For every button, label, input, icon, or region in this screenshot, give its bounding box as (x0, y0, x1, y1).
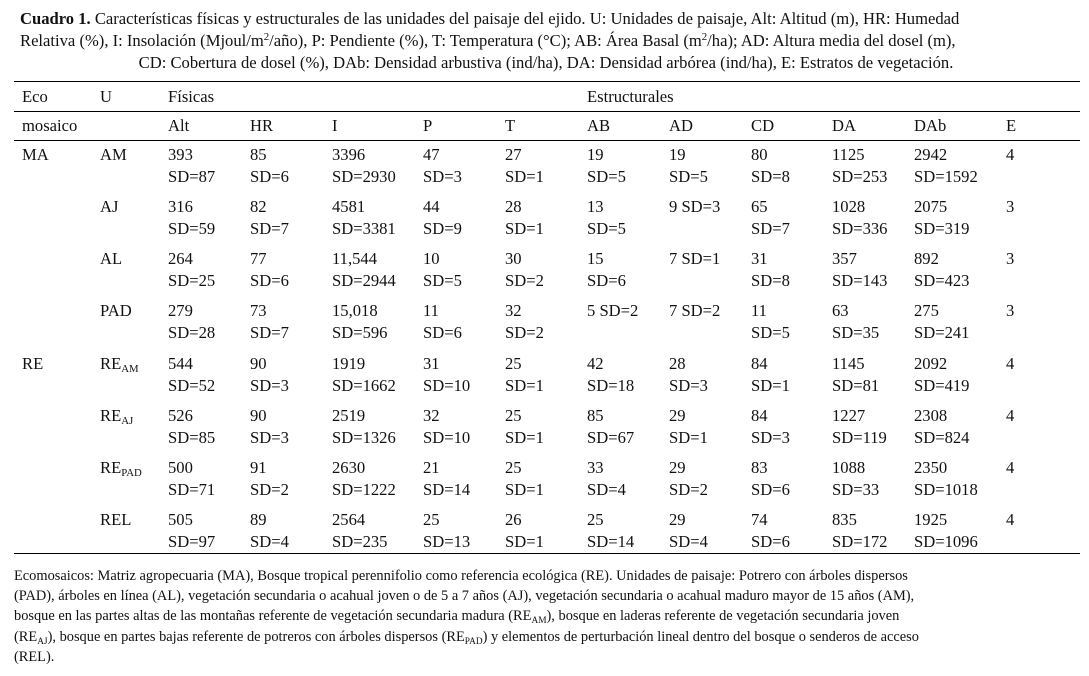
value-cell: 500 (168, 458, 193, 477)
unit-label-main: RE (100, 406, 122, 425)
value-cell: 2308 (914, 406, 948, 425)
sd-cell: SD=1 (505, 167, 544, 186)
sd-cell: SD=6 (587, 271, 626, 290)
unit-label-main: AM (100, 145, 127, 164)
column-header: HR (250, 116, 274, 135)
value-cell: 4 (1006, 406, 1015, 425)
unit-label-main: AJ (100, 197, 119, 216)
unit-label (100, 405, 133, 426)
value-cell: 85 (250, 145, 267, 164)
sd-cell: SD=235 (332, 532, 388, 551)
footnote-line-1: Ecomosaicos: Matriz agropecuaria (MA), Bosque tropical perennifolio como referencia ecológica (RE). Unidades de paisaje: Potrero con árboles dispersos (14, 568, 908, 584)
value-cell: 4 (1006, 510, 1015, 529)
value-cell: 83 (751, 458, 768, 477)
unit-label (100, 196, 118, 217)
sd-cell: SD=253 (832, 167, 888, 186)
sd-cell: SD=5 (669, 167, 708, 186)
unit-label-main: AL (100, 249, 123, 268)
value-cell: 526 (168, 406, 193, 425)
sd-cell: SD=3 (250, 376, 289, 395)
sd-cell: SD=1222 (332, 480, 396, 499)
value-cell: 2519 (332, 406, 366, 425)
unit-label-subscript: AJ (121, 415, 134, 428)
value-cell: 33 (587, 458, 604, 477)
sd-cell: SD=97 (168, 532, 216, 551)
value-cell: 15,018 (332, 301, 378, 320)
column-header: CD (751, 116, 775, 135)
sd-cell: SD=6 (751, 532, 790, 551)
caption-line-2-a: Relativa (%), I: Insolación (Mjoul/m (20, 31, 264, 50)
value-cell: 1088 (832, 458, 866, 477)
sd-cell: SD=10 (423, 376, 471, 395)
value-cell: 74 (751, 510, 768, 529)
value-cell: 26 (505, 510, 522, 529)
value-cell: 77 (250, 249, 267, 268)
caption-superscript: 2 (701, 31, 708, 44)
sd-cell: SD=13 (423, 532, 471, 551)
caption-label: Cuadro 1. (20, 9, 91, 28)
sd-cell: SD=2930 (332, 167, 396, 186)
value-cell: 44 (423, 197, 440, 216)
sd-cell: SD=6 (423, 323, 462, 342)
table-header-rule (14, 111, 1080, 112)
unit-label-main: REL (100, 510, 132, 529)
sd-cell: SD=319 (914, 219, 970, 238)
sd-cell: SD=5 (587, 219, 626, 238)
value-cell: 9 SD=3 (669, 197, 721, 216)
value-cell: 835 (832, 510, 857, 529)
sd-cell: SD=52 (168, 376, 216, 395)
column-header: AB (587, 116, 611, 135)
value-cell: 13 (587, 197, 604, 216)
sd-cell: SD=14 (423, 480, 471, 499)
sd-cell: SD=1018 (914, 480, 978, 499)
sd-cell: SD=9 (423, 219, 462, 238)
unit-label-subscript: AM (121, 363, 139, 376)
sd-cell: SD=7 (250, 323, 289, 342)
footnote-line-4-a: (RE (14, 628, 38, 645)
ecomosaic-label: RE (22, 354, 44, 373)
value-cell: 11 (423, 301, 439, 320)
value-cell: 89 (250, 510, 267, 529)
caption-line-3: CD: Cobertura de dosel (%), DAb: Densidad arbustiva (ind/ha), DA: Densidad arbórea (ind/ha), E: Estratos de vegetación. (138, 53, 954, 72)
sd-cell: SD=6 (250, 167, 289, 186)
sd-cell: SD=28 (168, 323, 216, 342)
caption-line-2 (20, 30, 1072, 52)
sd-cell: SD=172 (832, 532, 888, 551)
sd-cell: SD=2944 (332, 271, 396, 290)
value-cell: 42 (587, 354, 604, 373)
value-cell: 84 (751, 406, 768, 425)
value-cell: 4 (1006, 458, 1015, 477)
column-header: E (1006, 116, 1017, 135)
sd-cell: SD=1 (505, 532, 544, 551)
footnote-line-3-b: ), bosque en laderas referente de vegetación secundaria joven (546, 608, 900, 625)
header-fisicas: Físicas (168, 87, 215, 106)
value-cell: 30 (505, 249, 522, 268)
value-cell: 19 (587, 145, 604, 164)
caption-line-2-c: /ha); AD: Altura media del dosel (m), (707, 31, 956, 50)
value-cell: 275 (914, 301, 939, 320)
table-bottom-rule (14, 553, 1080, 554)
table-top-rule (14, 81, 1080, 82)
value-cell: 32 (423, 406, 440, 425)
column-header: I (332, 116, 338, 135)
unit-label-main: RE (100, 354, 122, 373)
value-cell: 4 (1006, 145, 1015, 164)
value-cell: 90 (250, 406, 267, 425)
column-header: DAb (914, 116, 947, 135)
unit-label (100, 353, 139, 374)
value-cell: 25 (505, 354, 522, 373)
unit-label-main: PAD (100, 301, 132, 320)
unit-label (100, 144, 127, 165)
value-cell: 279 (168, 301, 193, 320)
value-cell: 11 (751, 301, 767, 320)
sd-cell: SD=119 (832, 428, 887, 447)
sd-cell: SD=336 (832, 219, 888, 238)
sd-cell: SD=3 (751, 428, 790, 447)
sd-cell: SD=1 (669, 428, 708, 447)
column-header: Alt (168, 116, 190, 135)
sd-cell: SD=8 (751, 167, 790, 186)
sd-cell: SD=596 (332, 323, 388, 342)
sd-cell: SD=1326 (332, 428, 396, 447)
value-cell: 80 (751, 145, 768, 164)
value-cell: 10 (423, 249, 440, 268)
unit-label-subscript: PAD (121, 467, 142, 480)
value-cell: 2564 (332, 510, 366, 529)
footnote-subscript: AJ (37, 636, 48, 647)
sd-cell: SD=14 (587, 532, 635, 551)
value-cell: 4 (1006, 354, 1015, 373)
sd-cell: SD=81 (832, 376, 880, 395)
sd-cell: SD=7 (250, 219, 289, 238)
unit-label (100, 509, 131, 530)
footnote-line-4-c: ) y elementos de perturbación lineal dentro del bosque o senderos de acceso (482, 628, 919, 645)
footnote-line-3-a: bosque en las partes altas de las montañas referente de vegetación secundaria madura (RE (14, 608, 532, 625)
column-header: DA (832, 116, 856, 135)
sd-cell: SD=35 (832, 323, 880, 342)
value-cell: 2630 (332, 458, 366, 477)
value-cell: 31 (423, 354, 440, 373)
sd-cell: SD=67 (587, 428, 635, 447)
value-cell: 28 (505, 197, 522, 216)
value-cell: 29 (669, 458, 686, 477)
sd-cell: SD=4 (250, 532, 289, 551)
value-cell: 2942 (914, 145, 948, 164)
sd-cell: SD=423 (914, 271, 970, 290)
sd-cell: SD=3 (423, 167, 462, 186)
value-cell: 91 (250, 458, 267, 477)
sd-cell: SD=18 (587, 376, 635, 395)
sd-cell: SD=5 (751, 323, 790, 342)
sd-cell: SD=1096 (914, 532, 978, 551)
sd-cell: SD=241 (914, 323, 970, 342)
sd-cell: SD=824 (914, 428, 970, 447)
value-cell: 65 (751, 197, 768, 216)
ecomosaic-label: MA (22, 145, 49, 164)
footnote-subscript: PAD (464, 636, 483, 647)
footnote-line-5: (REL). (14, 648, 55, 665)
value-cell: 19 (669, 145, 686, 164)
value-cell: 90 (250, 354, 267, 373)
value-cell: 28 (669, 354, 686, 373)
sd-cell: SD=2 (505, 271, 544, 290)
value-cell: 1145 (832, 354, 865, 373)
sd-cell: SD=71 (168, 480, 216, 499)
value-cell: 1028 (832, 197, 866, 216)
sd-cell: SD=2 (505, 323, 544, 342)
value-cell: 2075 (914, 197, 948, 216)
value-cell: 32 (505, 301, 522, 320)
unit-label (100, 457, 142, 478)
value-cell: 73 (250, 301, 267, 320)
value-cell: 11,544 (332, 249, 378, 268)
footnote-subscript: AM (531, 616, 547, 627)
sd-cell: SD=143 (832, 271, 888, 290)
value-cell: 3 (1006, 197, 1015, 216)
table-caption (20, 8, 1072, 74)
sd-cell: SD=1 (505, 219, 544, 238)
value-cell: 544 (168, 354, 193, 373)
value-cell: 5 SD=2 (587, 301, 639, 320)
sd-cell: SD=1 (751, 376, 790, 395)
footnote-line-3 (14, 606, 1080, 626)
footnote-line-2: (PAD), árboles en línea (AL), vegetación secundaria o acahual joven o de 5 a 7 años (AJ), vegetación secundaria o acahual maduro mayor de 15 años (AM), (14, 588, 915, 605)
sd-cell: SD=8 (751, 271, 790, 290)
footnote-line-4-b: ), bosque en partes bajas referente de potreros con árboles dispersos (RE (47, 628, 465, 645)
column-header: AD (669, 116, 693, 135)
value-cell: 264 (168, 249, 193, 268)
value-cell: 3 (1006, 301, 1015, 320)
value-cell: 316 (168, 197, 193, 216)
value-cell: 2092 (914, 354, 948, 373)
value-cell: 27 (505, 145, 522, 164)
sd-cell: SD=87 (168, 167, 216, 186)
value-cell: 4581 (332, 197, 366, 216)
value-cell: 393 (168, 145, 193, 164)
value-cell: 47 (423, 145, 440, 164)
sd-cell: SD=25 (168, 271, 216, 290)
value-cell: 1125 (832, 145, 865, 164)
value-cell: 31 (751, 249, 768, 268)
value-cell: 7 SD=2 (669, 301, 721, 320)
value-cell: 29 (669, 406, 686, 425)
value-cell: 25 (505, 458, 522, 477)
table-footnote (14, 566, 1080, 667)
sd-cell: SD=4 (587, 480, 626, 499)
caption-line-1-text: Características físicas y estructurales de las unidades del paisaje del ejido. U: Unidades de paisaje, Alt: Altitud (m), HR: Humedad (90, 9, 960, 28)
sd-cell: SD=7 (751, 219, 790, 238)
value-cell: 892 (914, 249, 939, 268)
value-cell: 84 (751, 354, 768, 373)
sd-cell: SD=33 (832, 480, 880, 499)
value-cell: 85 (587, 406, 604, 425)
unit-label-main: RE (100, 458, 122, 477)
value-cell: 25 (587, 510, 604, 529)
caption-line-1 (20, 8, 1072, 30)
value-cell: 1227 (832, 406, 866, 425)
sd-cell: SD=3 (669, 376, 708, 395)
sd-cell: SD=59 (168, 219, 216, 238)
unit-label (100, 300, 132, 321)
value-cell: 3396 (332, 145, 366, 164)
header-eco: Eco (22, 87, 48, 106)
sd-cell: SD=1662 (332, 376, 396, 395)
sd-cell: SD=4 (669, 532, 708, 551)
sd-cell: SD=6 (250, 271, 289, 290)
sd-cell: SD=5 (423, 271, 462, 290)
sd-cell: SD=419 (914, 376, 970, 395)
value-cell: 1925 (914, 510, 948, 529)
value-cell: 21 (423, 458, 440, 477)
value-cell: 7 SD=1 (669, 249, 721, 268)
caption-superscript: 2 (263, 31, 270, 44)
sd-cell: SD=6 (751, 480, 790, 499)
value-cell: 357 (832, 249, 857, 268)
sd-cell: SD=2 (250, 480, 289, 499)
value-cell: 82 (250, 197, 267, 216)
sd-cell: SD=3381 (332, 219, 396, 238)
sd-cell: SD=5 (587, 167, 626, 186)
value-cell: 15 (587, 249, 604, 268)
header-mosaico: mosaico (22, 116, 78, 135)
value-cell: 3 (1006, 249, 1015, 268)
value-cell: 25 (423, 510, 440, 529)
sd-cell: SD=1592 (914, 167, 978, 186)
header-estructurales: Estructurales (587, 87, 674, 106)
unit-label (100, 248, 122, 269)
value-cell: 63 (832, 301, 849, 320)
header-u: U (100, 87, 112, 106)
value-cell: 29 (669, 510, 686, 529)
value-cell: 505 (168, 510, 193, 529)
caption-line-2-b: /año), P: Pendiente (%), T: Temperatura (°C); AB: Área Basal (m (269, 31, 702, 50)
sd-cell: SD=10 (423, 428, 471, 447)
column-header: T (505, 116, 516, 135)
value-cell: 2350 (914, 458, 948, 477)
value-cell: 1919 (332, 354, 366, 373)
sd-cell: SD=1 (505, 376, 544, 395)
table-subheader-rule (14, 140, 1080, 141)
sd-cell: SD=85 (168, 428, 216, 447)
sd-cell: SD=1 (505, 480, 544, 499)
column-header: P (423, 116, 433, 135)
sd-cell: SD=2 (669, 480, 708, 499)
value-cell: 25 (505, 406, 522, 425)
sd-cell: SD=3 (250, 428, 289, 447)
footnote-line-4 (14, 627, 1080, 647)
sd-cell: SD=1 (505, 428, 544, 447)
